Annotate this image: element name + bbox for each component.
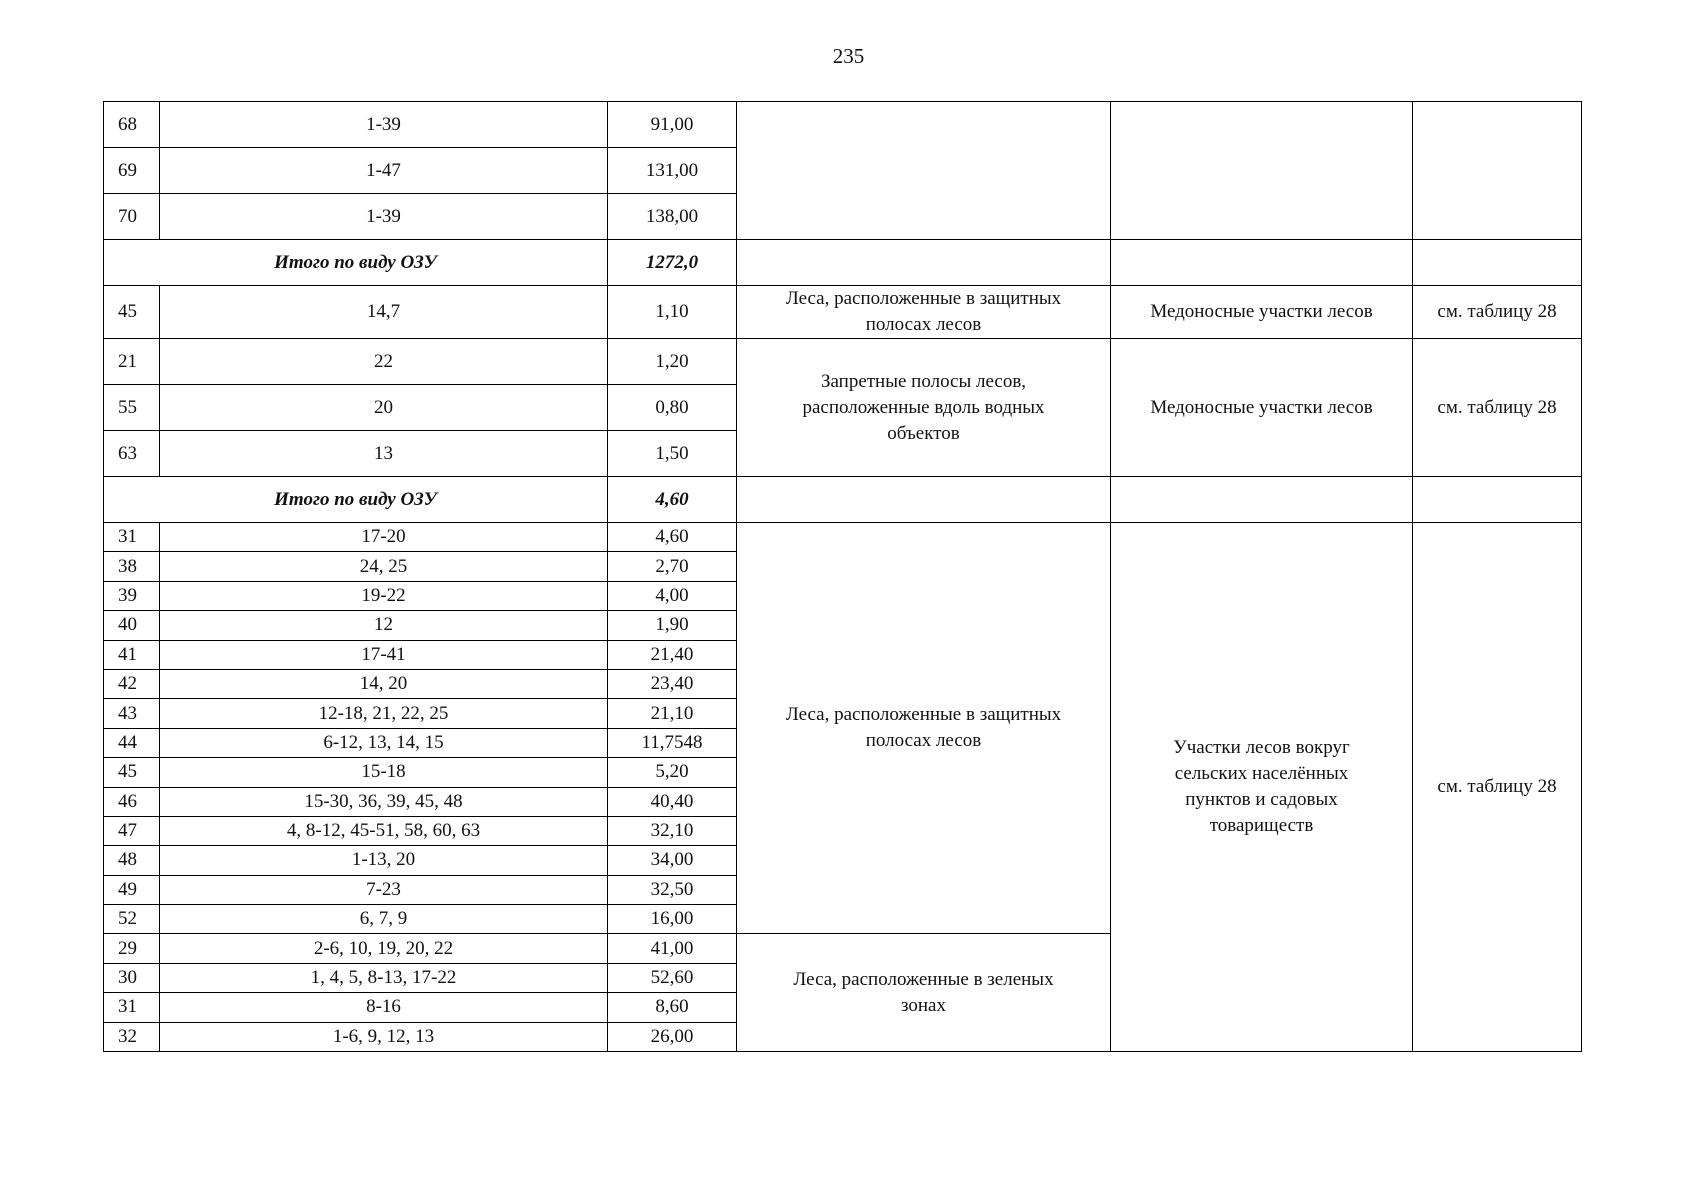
plots-cell: 6-12, 13, 14, 15 — [160, 728, 608, 757]
area-cell: 1,90 — [608, 611, 737, 640]
quarter-cell: 29 — [104, 934, 160, 963]
plots-cell: 14, 20 — [160, 669, 608, 698]
plots-cell: 13 — [160, 431, 608, 477]
area-cell: 41,00 — [608, 934, 737, 963]
area-cell: 1,20 — [608, 339, 737, 385]
area-cell: 34,00 — [608, 846, 737, 875]
plots-cell: 4, 8-12, 45-51, 58, 60, 63 — [160, 816, 608, 845]
plots-cell: 14,7 — [160, 286, 608, 339]
subtotal-label: Итого по виду ОЗУ — [104, 240, 608, 286]
quarter-cell: 70 — [104, 194, 160, 240]
area-cell: 4,00 — [608, 581, 737, 610]
empty-cell — [1413, 477, 1582, 523]
quarter-cell: 21 — [104, 339, 160, 385]
ref-cell — [1413, 102, 1582, 240]
plots-cell: 12 — [160, 611, 608, 640]
empty-cell — [1413, 240, 1582, 286]
type-cell — [1111, 102, 1413, 240]
plots-cell: 7-23 — [160, 875, 608, 904]
plots-cell: 20 — [160, 385, 608, 431]
plots-cell: 8-16 — [160, 993, 608, 1022]
subtotal-label: Итого по виду ОЗУ — [104, 477, 608, 523]
plots-cell: 17-20 — [160, 523, 608, 552]
empty-cell — [737, 477, 1111, 523]
page-number: 235 — [832, 44, 865, 68]
empty-cell — [737, 240, 1111, 286]
area-cell: 32,50 — [608, 875, 737, 904]
subtotal-row — [104, 240, 1582, 286]
table-row — [104, 339, 1582, 385]
quarter-cell: 31 — [104, 523, 160, 552]
plots-cell: 15-30, 36, 39, 45, 48 — [160, 787, 608, 816]
plots-cell: 1-13, 20 — [160, 846, 608, 875]
quarter-cell: 44 — [104, 728, 160, 757]
quarter-cell: 43 — [104, 699, 160, 728]
quarter-cell: 39 — [104, 581, 160, 610]
table-row — [104, 102, 1582, 148]
area-cell: 2,70 — [608, 552, 737, 581]
quarter-cell: 49 — [104, 875, 160, 904]
quarter-cell: 30 — [104, 963, 160, 992]
area-cell: 40,40 — [608, 787, 737, 816]
forest-plots-table — [103, 101, 1582, 1052]
area-cell: 8,60 — [608, 993, 737, 1022]
category-cell: Запретные полосы лесов, расположенные вдоль водных объектов — [737, 339, 1111, 477]
quarter-cell: 45 — [104, 758, 160, 787]
table-row — [104, 523, 1582, 552]
area-cell: 26,00 — [608, 1022, 737, 1051]
quarter-cell: 45 — [104, 286, 160, 339]
quarter-cell: 31 — [104, 993, 160, 1022]
empty-cell — [1111, 240, 1413, 286]
area-cell: 138,00 — [608, 194, 737, 240]
quarter-cell: 46 — [104, 787, 160, 816]
quarter-cell: 63 — [104, 431, 160, 477]
ref-cell: см. таблицу 28 — [1413, 286, 1582, 339]
plots-cell: 1-39 — [160, 102, 608, 148]
category-cell — [737, 102, 1111, 240]
quarter-cell: 55 — [104, 385, 160, 431]
plots-cell: 1-47 — [160, 148, 608, 194]
empty-cell — [1111, 477, 1413, 523]
quarter-cell: 52 — [104, 905, 160, 934]
plots-cell: 1-6, 9, 12, 13 — [160, 1022, 608, 1051]
quarter-cell: 38 — [104, 552, 160, 581]
type-cell: Участки лесов вокруг сельских населённых пунктов и садовых товариществ — [1111, 523, 1413, 1052]
quarter-cell: 69 — [104, 148, 160, 194]
area-cell: 21,40 — [608, 640, 737, 669]
area-cell: 11,7548 — [608, 728, 737, 757]
area-cell: 16,00 — [608, 905, 737, 934]
plots-cell: 15-18 — [160, 758, 608, 787]
area-cell: 1,10 — [608, 286, 737, 339]
plots-cell: 6, 7, 9 — [160, 905, 608, 934]
category-cell: Леса, расположенные в зеленых зонах — [737, 934, 1111, 1052]
area-cell: 32,10 — [608, 816, 737, 845]
type-cell: Медоносные участки лесов — [1111, 286, 1413, 339]
ref-cell: см. таблицу 28 — [1413, 339, 1582, 477]
plots-cell: 12-18, 21, 22, 25 — [160, 699, 608, 728]
quarter-cell: 68 — [104, 102, 160, 148]
plots-cell: 22 — [160, 339, 608, 385]
category-cell: Леса, расположенные в защитных полосах лесов — [737, 286, 1111, 339]
plots-cell: 19-22 — [160, 581, 608, 610]
subtotal-row — [104, 477, 1582, 523]
type-cell: Медоносные участки лесов — [1111, 339, 1413, 477]
plots-cell: 24, 25 — [160, 552, 608, 581]
plots-cell: 17-41 — [160, 640, 608, 669]
area-cell: 5,20 — [608, 758, 737, 787]
quarter-cell: 32 — [104, 1022, 160, 1051]
table-row — [104, 286, 1582, 339]
subtotal-value: 4,60 — [608, 477, 737, 523]
area-cell: 4,60 — [608, 523, 737, 552]
plots-cell: 1-39 — [160, 194, 608, 240]
area-cell: 91,00 — [608, 102, 737, 148]
area-cell: 1,50 — [608, 431, 737, 477]
plots-cell: 1, 4, 5, 8-13, 17-22 — [160, 963, 608, 992]
subtotal-value: 1272,0 — [608, 240, 737, 286]
area-cell: 0,80 — [608, 385, 737, 431]
area-cell: 23,40 — [608, 669, 737, 698]
category-cell: Леса, расположенные в защитных полосах лесов — [737, 523, 1111, 934]
area-cell: 52,60 — [608, 963, 737, 992]
plots-cell: 2-6, 10, 19, 20, 22 — [160, 934, 608, 963]
area-cell: 21,10 — [608, 699, 737, 728]
ref-cell: см. таблицу 28 — [1413, 523, 1582, 1052]
quarter-cell: 47 — [104, 816, 160, 845]
quarter-cell: 40 — [104, 611, 160, 640]
quarter-cell: 41 — [104, 640, 160, 669]
quarter-cell: 42 — [104, 669, 160, 698]
area-cell: 131,00 — [608, 148, 737, 194]
quarter-cell: 48 — [104, 846, 160, 875]
